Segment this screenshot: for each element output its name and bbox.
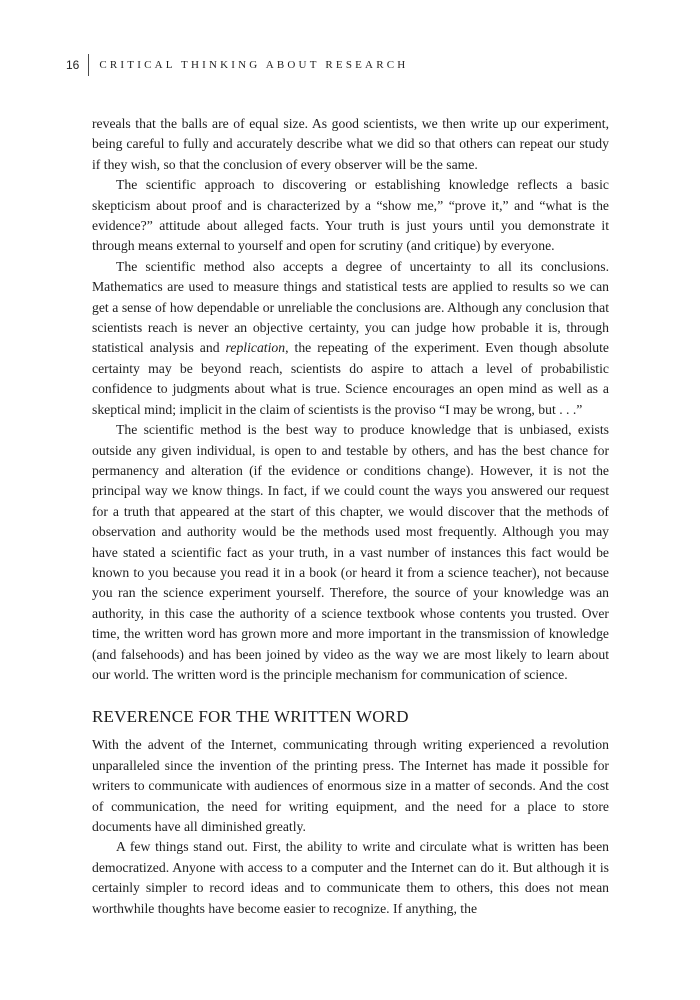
paragraph: The scientific approach to discovering or establishing knowledge reflects a basic skepticism about proof and is characterized by a “show me,” “prove it,” and “what is the evidence?” attitude about alleged facts. Your truth is just yours until you demonstrate it through means external to yourself and open for scrutiny (and critique) by everyone. [92, 177, 609, 254]
paragraph: With the advent of the Internet, communicating through writing experienced a revolution unparalleled since the invention of the printing press. The Internet has made it possible for writers to communicate with audiences of enormous size in a matter of seconds. And the cost of communication, the need for writing equipment, and the need for a place to store documents have all diminished greatly. [92, 737, 609, 834]
section-heading: REVERENCE FOR THE WRITTEN WORD [92, 707, 409, 727]
paragraph-text: The scientific method also accepts a degree of uncertainty to all its conclusions. Mathematics are used to measure things and statistical tests are applied to results so we can get a sense of how dependable or unreliable the conclusions are. Although any conclusion that scientists reach is never an objective certainty, you can judge how probable it is, through statistical analysis and [92, 258, 609, 356]
paragraph: reveals that the balls are of equal size. As good scientists, we then write up our experiment, being careful to fully and accurately describe what we did so that others can repeat our study if they wish, so that the conclusion of every observer will be the same. [92, 116, 609, 172]
paragraph: A few things stand out. First, the ability to write and circulate what is written has been democratized. Anyone with access to a computer and the Internet can do it. But although it is certainly simpler to record ideas and to communicate them to others, this does not mean worthwhile thoughts have become easier to recognize. If anything, the [92, 839, 609, 916]
body-text [92, 114, 609, 919]
paragraph: The scientific method is the best way to produce knowledge that is unbiased, exists outside any given individual, is open to and testable by others, and has the best chance for permanency and alteration (if the evidence or conditions change). However, it is not the principal way we know things. In fact, if we could count the ways you answered our request for a truth that appeared at the start of this chapter, we would discover that the methods of observation and authority would be the methods used most frequently. Although you may have stated a scientific fact as your truth, in a vast number of instances this fact would be known to you because you read it in a book (or heard it from a science teacher), not because you ran the science experiment yourself. Therefore, the source of your knowledge was an authority, in this case the authority of a science textbook whose contents you trusted. Over time, the written word has grown more and more important in the transmission of knowledge (and falsehoods) and has been joined by video as the way we are most likely to learn about our world. The written word is the principle mechanism for communication of science. [92, 422, 609, 682]
running-head [66, 54, 408, 76]
paragraph-uncertainty [92, 257, 609, 420]
running-title: CRITICAL THINKING ABOUT RESEARCH [99, 59, 409, 71]
emphasis-replication: replication [225, 340, 286, 356]
page-number: 16 [66, 54, 89, 76]
paragraph-text: , the repeating of the experiment. Even though absolute certainty may be beyond reach, scientists do aspire to attach a level of probabilistic confidence to judgments about what is true. Science encourages an open mind as well as a skeptical mind; implicit in the claim of scientists is the proviso “I may be wrong, but . . .” [92, 340, 609, 417]
